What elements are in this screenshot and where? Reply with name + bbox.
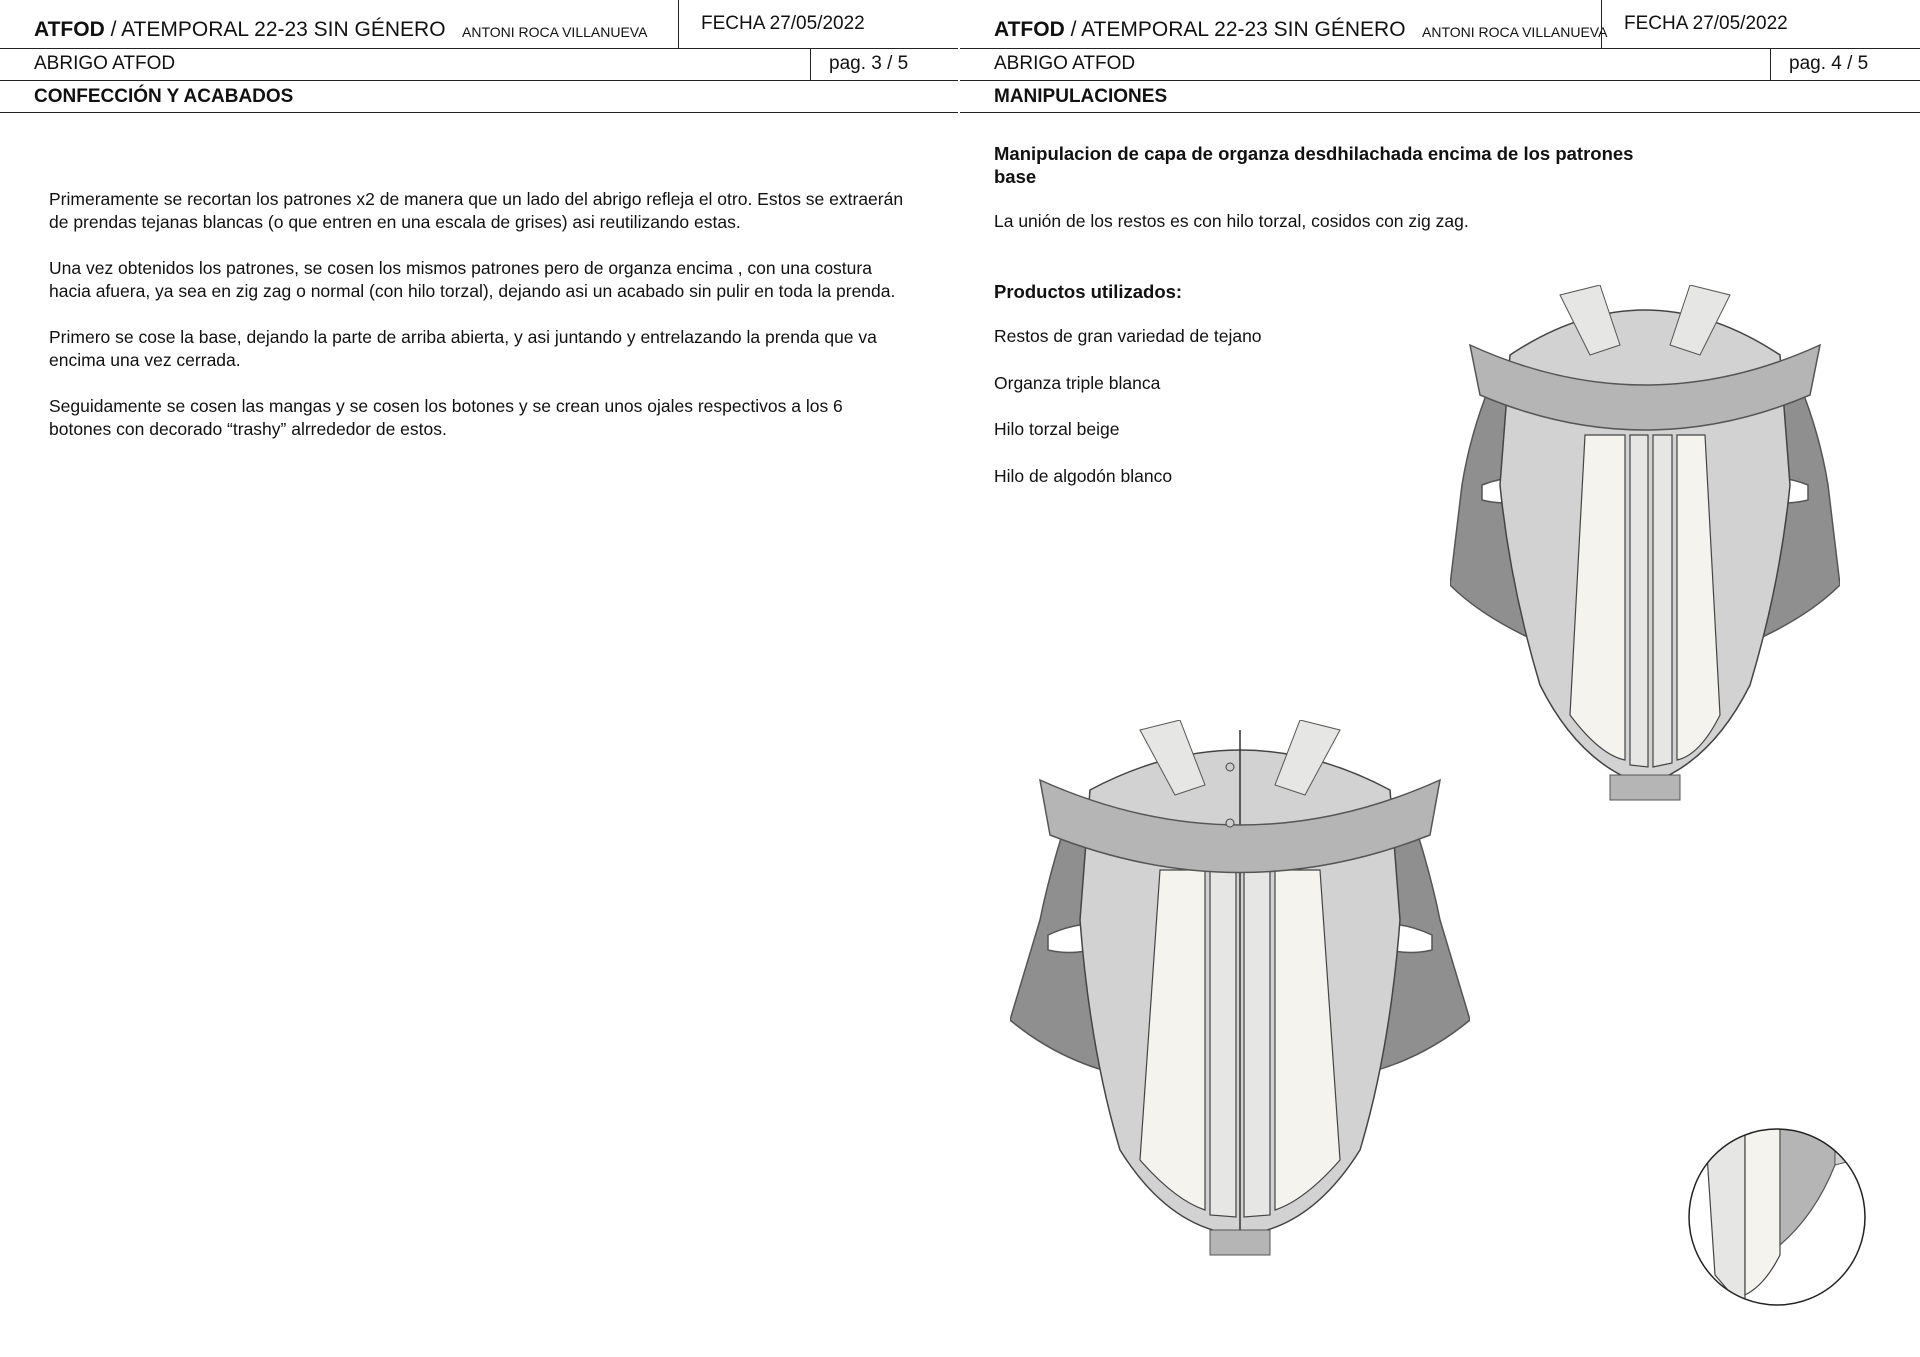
header-top-row [0, 0, 958, 48]
paragraph: Primero se cose la base, dejando la parte de arriba abierta, y asi juntando y entrelazando la prenda que va encima una vez cerrada. [49, 327, 877, 370]
page-number: pag. 3 / 5 [829, 53, 909, 74]
hem-detail-circle [1685, 1125, 1870, 1310]
page-number-cell [1770, 48, 1869, 80]
header-divider [960, 112, 1920, 113]
date-label: FECHA 27/05/2022 [701, 13, 865, 34]
collection-name: / ATEMPORAL 22-23 SIN GÉNERO [104, 18, 446, 41]
page-number: pag. 4 / 5 [1789, 53, 1869, 74]
header-divider [0, 112, 958, 113]
header-divider [960, 80, 1920, 81]
header-brand [34, 18, 446, 42]
list-item: Restos de gran variedad de tejano [994, 326, 1262, 346]
header-top-row [960, 0, 1920, 48]
page-left [0, 0, 958, 1357]
author-name: ANTONI ROCA VILLANUEVA [1422, 24, 1608, 40]
page-number-cell [810, 48, 909, 80]
paragraph: Primeramente se recortan los patrones x2 de manera que un lado del abrigo refleja el otro. Estos se extraerán de prendas tejanas blancas (o que entren en una escala de grises) asi reutilizando estas. [49, 189, 904, 232]
coat-back-drawing [1450, 285, 1840, 805]
document-name: ABRIGO ATFOD [994, 53, 1136, 74]
list-item: Hilo de algodón blanco [994, 465, 1173, 486]
section-title: CONFECCIÓN Y ACABADOS [34, 86, 294, 107]
date-cell [678, 0, 865, 48]
paragraph: Seguidamente se cosen las mangas y se cosen los botones y se crean unos ojales respectivos a los 6 botones con decorado “trashy” alrrededor de estos. [49, 396, 843, 439]
header-divider [0, 80, 958, 81]
paragraph: Una vez obtenidos los patrones, se cosen los mismos patrones pero de organza encima , con una costura hacia afuera, ya sea en zig zag o normal (con hilo torzal), dejando asi un acabado sin pulir en toda la prenda. [49, 258, 896, 301]
brand-name: ATFOD [34, 18, 105, 41]
list-item: Organza triple blanca [994, 372, 1161, 393]
collection-name: / ATEMPORAL 22-23 SIN GÉNERO [1064, 18, 1406, 41]
sub-heading: Manipulacion de capa de organza desdhilachada encima de los patrones base [994, 143, 1634, 187]
header-brand [994, 18, 1406, 42]
products-title: Productos utilizados: [994, 281, 1183, 302]
header-divider [960, 48, 1920, 49]
coat-front-drawing [1010, 720, 1470, 1260]
header-divider [0, 48, 958, 49]
author-name: ANTONI ROCA VILLANUEVA [462, 24, 648, 40]
section-title: MANIPULACIONES [994, 86, 1168, 107]
brand-name: ATFOD [994, 18, 1065, 41]
document-name: ABRIGO ATFOD [34, 53, 176, 74]
date-cell [1601, 0, 1788, 48]
body-text [49, 188, 909, 464]
products-list [994, 326, 1262, 512]
union-text: La unión de los restos es con hilo torzal, cosidos con zig zag. [994, 211, 1469, 231]
list-item: Hilo torzal beige [994, 419, 1120, 439]
date-label: FECHA 27/05/2022 [1624, 13, 1788, 34]
